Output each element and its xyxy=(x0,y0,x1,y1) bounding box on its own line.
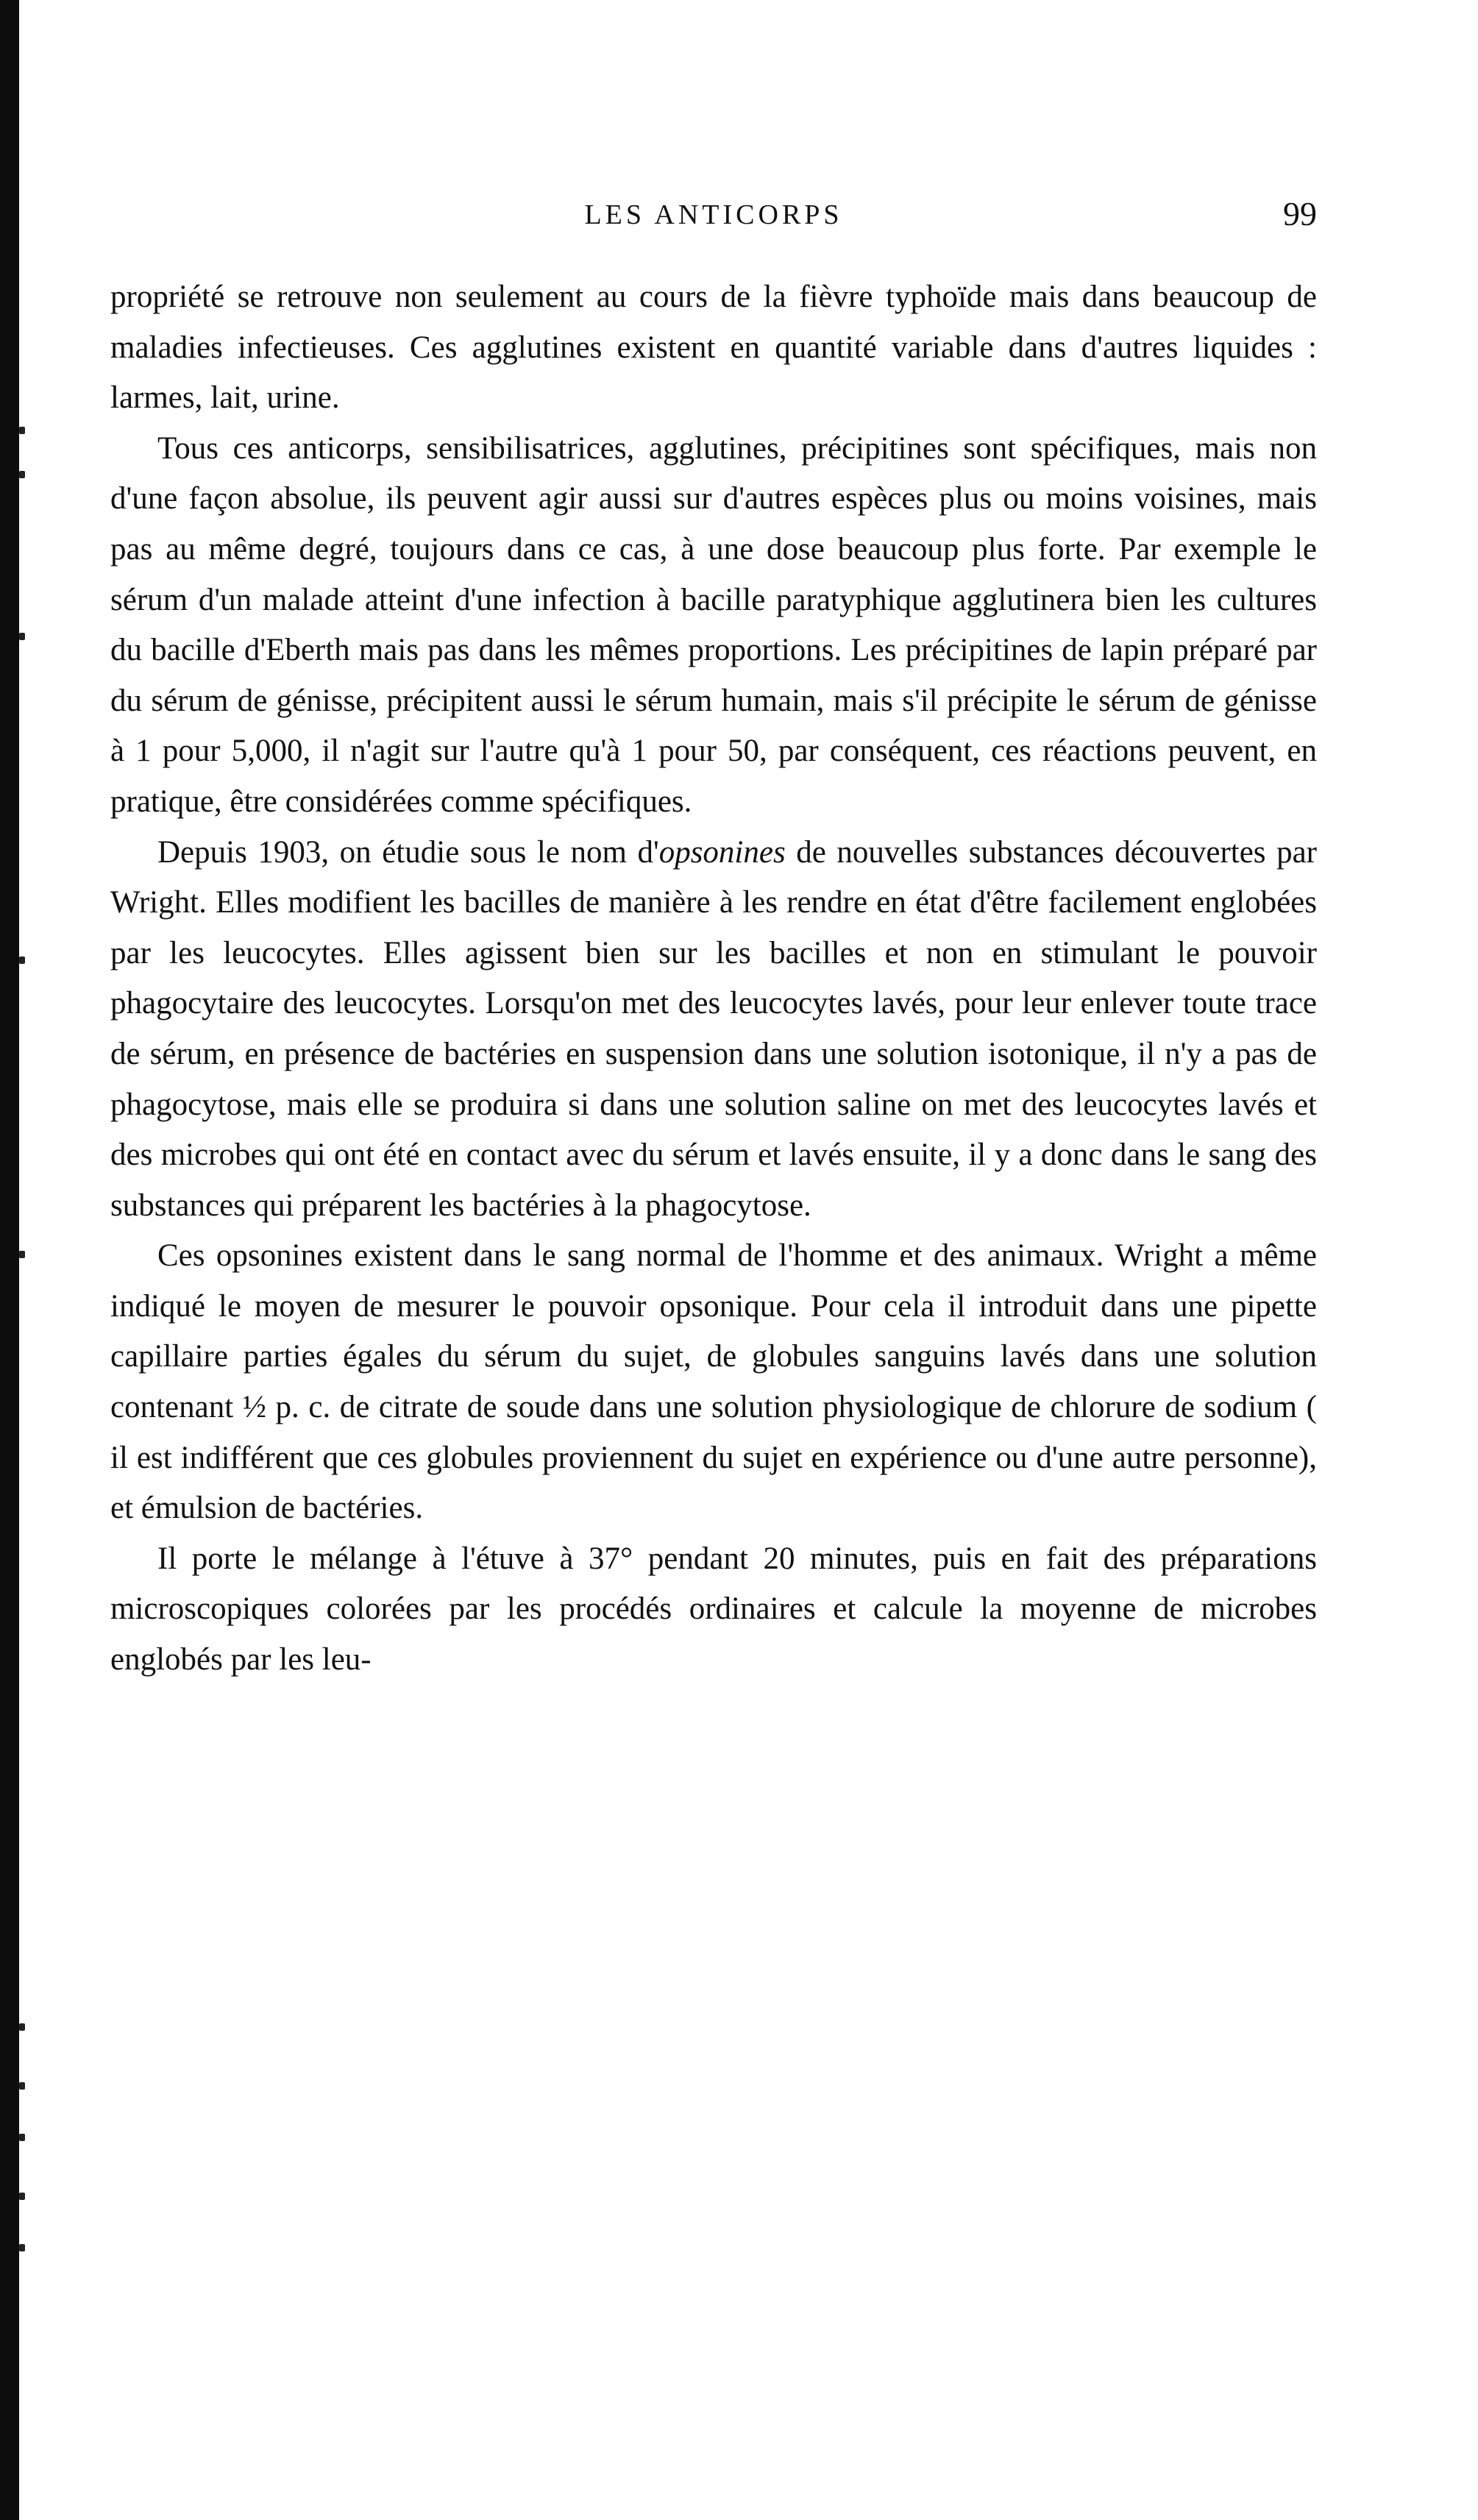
paragraph: Ces opsonines existent dans le sang normal de l'homme et des animaux. Wright a même indiqué le moyen de mesurer le pouvoir opsonique. Pour cela il introduit dans une pipette capillaire parties égales du sérum du sujet, de globules sanguins lavés dans une solution contenant ½ p. c. de citrate de soude dans une solution physiologique de chlorure de sodium ( il est indifférent que ces globules proviennent du sujet en expérience ou d'une autre personne), et émulsion de bactéries. xyxy=(110,1238,1317,1526)
paragraph: Il porte le mélange à l'étuve à 37° pendant 20 minutes, puis en fait des préparations microscopiques colorées par les procédés ordinaires et calcule la moyenne de microbes englobés par les leu- xyxy=(110,1541,1317,1678)
running-head xyxy=(110,195,1317,243)
paragraph xyxy=(110,828,1317,1232)
running-title: LES ANTICORPS xyxy=(584,199,843,230)
page-number: 99 xyxy=(1283,195,1317,233)
paragraph: Tous ces anticorps, sensibilisatrices, agglutines, précipitines sont spécifiques, mais non d'une façon absolue, ils peuvent agir aussi sur d'autres espèces plus ou moins voisines, mais pas au même degré, toujours dans ce cas, à une dose beaucoup plus forte. Par exemple le sérum d'un malade atteint d'une infection à bacille paratyphique agglutinera bien les cultures du bacille d'Eberth mais pas dans les mêmes proportions. Les précipitines de lapin préparé par du sérum de génisse, précipitent aussi le sérum humain, mais s'il précipite le sérum de génisse à 1 pour 5,000, il n'agit sur l'autre qu'à 1 pour 50, par conséquent, ces réactions peuvent, en pratique, être considérées comme spécifiques. xyxy=(110,430,1317,819)
page-binding-edge xyxy=(0,0,19,2520)
body-text xyxy=(110,272,1317,1686)
paragraph: propriété se retrouve non seulement au cours de la fièvre typhoïde mais dans beaucoup de maladies infectieuses. Ces agglutines existent en quantité variable dans d'autres liquides : larmes, lait, urine. xyxy=(110,280,1317,416)
paragraph-text: de nouvelles substances découvertes par Wright. Elles modifient les bacilles de manière à les rendre en état d'être facilement englobées par les leucocytes. Elles agissent bien sur les bacilles et non en stimulant le pouvoir phagocytaire des leucocytes. Lorsqu'on met des leucocytes lavés, pour leur enlever toute trace de sérum, en présence de bactéries en suspension dans une solution isotonique, il n'y a pas de phagocytose, mais elle se produira si dans une solution saline on met des leucocytes lavés et des microbes qui ont été en contact avec du sérum et lavés ensuite, il y a donc dans le sang des substances qui préparent les bactéries à la phagocytose. xyxy=(110,834,1317,1223)
book-page xyxy=(110,195,1317,1686)
emphasized-term: opsonines xyxy=(658,834,786,870)
binding-scan-marks xyxy=(19,0,29,2520)
paragraph-text: Depuis 1903, on étudie sous le nom d' xyxy=(157,834,659,870)
